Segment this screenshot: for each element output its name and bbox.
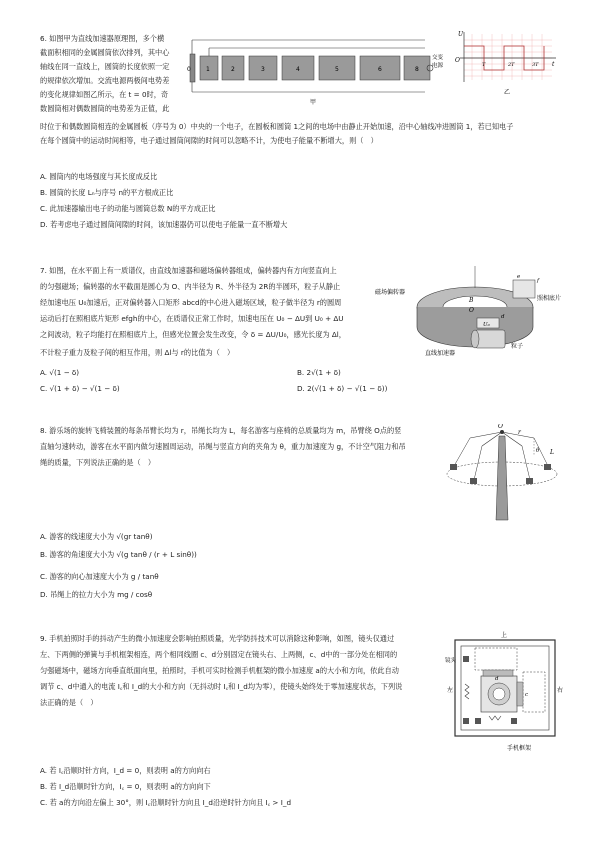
label-o: O [469, 307, 474, 314]
graph-tick-3t: 3T [532, 62, 539, 68]
q8-option-b[interactable]: B. 游客的角速度大小为 √(g tanθ / (r + L sinθ)) [40, 550, 197, 559]
tube-label-8: 8 [415, 66, 419, 73]
q7-stem-line-1: 7. 如图，在水平面上有一质谱仪，由直线加速器和磁场偏转器组成，偏转器内有方向竖直向上 [40, 266, 337, 275]
q6-figure-voltage-graph [452, 28, 562, 98]
label-l: L [550, 449, 554, 456]
q6-stem-line-7: 时位于和偶数圆筒相连的金属圆板（序号为 0）中央的一个电子，在圆板和圆筒 1之间的电场中由静止开始加速，沿中心轴线冲进圆筒 1，若已知电子 [40, 122, 514, 131]
q6-option-d[interactable]: D. 若考虑电子通过圆筒间隙的时间，该加速器仍可以使电子能量一直不断增大 [40, 220, 288, 229]
label-o: O [498, 424, 503, 430]
source-label-2: 电源 [432, 63, 444, 69]
q7-stem-line-6: 不计粒子重力及粒子间的相互作用，则 Δl与 r的比值为（ ） [40, 348, 235, 357]
label-accelerator: 直线加速器 [425, 350, 456, 357]
label-u0: U₀ [483, 322, 490, 328]
q7-stem-line-3: 经加速电压 U₀加速后，正对偏转器入口矩形 abcd的中心进入磁场区域，粒子做半径为 r的圆周 [40, 298, 342, 307]
q9-option-a[interactable]: A. 若 I꜀沿顺时针方向，I_d = 0，则表明 a的方向向右 [40, 766, 211, 775]
q8-option-d[interactable]: D. 吊绳上的拉力大小为 mg / cosθ [40, 590, 153, 599]
label-lens: 镜头 [445, 658, 457, 664]
q8-option-c[interactable]: C. 游客的向心加速度大小为 g / tanθ [40, 572, 159, 581]
label-right: 右 [557, 687, 564, 694]
q6-stem-line-6: 数圆筒相对偶数圆筒的电势差为正值，此 [40, 104, 170, 113]
tube-label-5: 5 [335, 66, 339, 73]
tube-label-0: 0 [187, 66, 191, 73]
graph-x-label: t [552, 61, 555, 68]
label-deflector: 磁场偏转器 [375, 289, 406, 296]
label-r: r [518, 429, 521, 436]
q9-figure-stabilizer [445, 630, 565, 755]
label-theta: θ [536, 448, 540, 454]
q9-stem-line-5: 法正确的是（ ） [40, 698, 98, 707]
q7-figure-spectrometer [365, 262, 565, 362]
q9-stem-line-1: 9. 手机拍照时手的抖动产生的微小加速度会影响拍照质量，光学防抖技术可以消除这种影响，如图，镜头仅通过 [40, 634, 395, 643]
q7-option-c[interactable]: C. √(1 + δ) − √(1 − δ) [40, 384, 120, 393]
q6-stem-line-8: 在每个圆筒中的运动时间相等，电子通过圆筒间隙的时间可以忽略不计，为使电子能量不断增大，则（ ） [40, 136, 378, 145]
figure-b-label: 乙 [504, 89, 511, 96]
tube-label-4: 4 [296, 66, 300, 73]
graph-tick-2t: 2T [508, 62, 515, 68]
q8-option-a[interactable]: A. 游客的线速度大小为 √(gr tanθ) [40, 532, 153, 541]
label-d: d [495, 676, 499, 682]
tube-label-3: 3 [261, 66, 265, 73]
label-frame: 手机框架 [507, 745, 532, 752]
q7-option-b[interactable]: B. 2√(1 + δ) [297, 368, 341, 377]
q8-stem-line-2: 直轴匀速转动，游客在水平面内做匀速圆周运动，吊绳与竖直方向的夹角为 θ，重力加速度为 g，不计空气阻力和吊 [40, 442, 406, 451]
q6-figure-accelerator [182, 26, 452, 108]
q6-stem-line-2: 截面积相同的金属圆筒依次排列，其中心 [40, 48, 170, 57]
tube-label-1: 1 [206, 66, 210, 73]
q9-option-b[interactable]: B. 若 I_d沿顺时针方向，I꜀ = 0，则表明 a的方向向下 [40, 782, 211, 791]
q6-stem-line-1: 6. 如图甲为直线加速器原理图，多个横 [40, 34, 165, 43]
label-e: e [517, 274, 521, 280]
q8-figure-swing-ride [440, 424, 565, 524]
graph-y-label: U [458, 31, 464, 38]
figure-a-label: 甲 [310, 99, 317, 106]
q6-option-a[interactable]: A. 圆筒内的电场强度与其长度成反比 [40, 172, 158, 181]
q7-stem-line-4: 运动后打在照相底片矩形 efgh的中心，在质谱仪正常工作时，加速电压在 U₀ − ΔU到 U₀ + ΔU [40, 314, 344, 323]
q9-option-c[interactable]: C. 若 a的方向沿左偏上 30°，则 I꜀沿顺时针方向且 I_d沿逆时针方向且 I꜀ > I_d [40, 798, 292, 807]
q6-option-b[interactable]: B. 圆筒的长度 Lₙ与序号 n的平方根成正比 [40, 188, 174, 197]
source-label-1: 交变 [432, 55, 444, 61]
q6-stem-line-5: 的变化规律如图乙所示，在 t = 0时，奇 [40, 90, 169, 99]
graph-origin-label: O [455, 57, 460, 64]
label-left: 左 [447, 687, 454, 694]
q8-stem-line-3: 绳的质量，下列说法正确的是（ ） [40, 458, 156, 467]
label-b: B [469, 297, 474, 304]
q7-stem-line-5: 之间波动，粒子均能打在照相底片上，但感光位置会发生改变，令 δ = ΔU/U₀，感光长度为 Δl， [40, 330, 346, 339]
q6-stem-line-4: 的规律依次增加。交流电源两极间电势差 [40, 76, 170, 85]
q9-stem-line-2: 左、下两侧的弹簧与手机框架相连，两个相同线圈 c、d分别固定在镜头右、上两侧，c、d中的一部分处在相同的 [40, 650, 398, 659]
label-d: d [501, 314, 505, 320]
label-particle: 粒子 [511, 343, 524, 350]
q8-stem-line-1: 8. 游乐场的旋转飞椅装置的每条吊臂长均为 r，吊绳长均为 L，每名游客与座椅的总质量均为 m，吊臂绕 O点的竖 [40, 426, 402, 435]
tube-label-2: 2 [231, 66, 235, 73]
label-f: f [537, 278, 540, 284]
q7-option-a[interactable]: A. √(1 − δ) [40, 368, 80, 377]
label-c: c [525, 692, 529, 698]
q9-stem-line-4: 调节 c、d中通入的电流 I꜀和 I_d的大小和方向（无抖动时 I꜀和 I_d均为零），使镜头始终处于零加速度状态，下列说 [40, 682, 403, 691]
label-top: 上 [501, 632, 508, 639]
q7-stem-line-2: 的匀强磁场；偏转器的水平截面是圆心为 O、内半径为 R、外半径为 2R的半圆环，粒子从静止 [40, 282, 341, 291]
q6-option-c[interactable]: C. 此加速器输出电子的动能与圆筒总数 N的平方成正比 [40, 204, 216, 213]
q7-option-d[interactable]: D. 2(√(1 + δ) − √(1 − δ)) [297, 384, 388, 393]
q9-stem-line-3: 匀强磁场中，磁场方向垂直纸面向里，拍照时，手机可实时检测手机框架的微小加速度 a的大小和方向，依此自动 [40, 666, 399, 675]
tube-label-6: 6 [378, 66, 382, 73]
q6-stem-line-3: 轴线在同一直线上，圆筒的长度依照一定 [40, 62, 170, 71]
graph-tick-t: T [482, 62, 486, 68]
label-film: 照相底片 [537, 295, 562, 302]
